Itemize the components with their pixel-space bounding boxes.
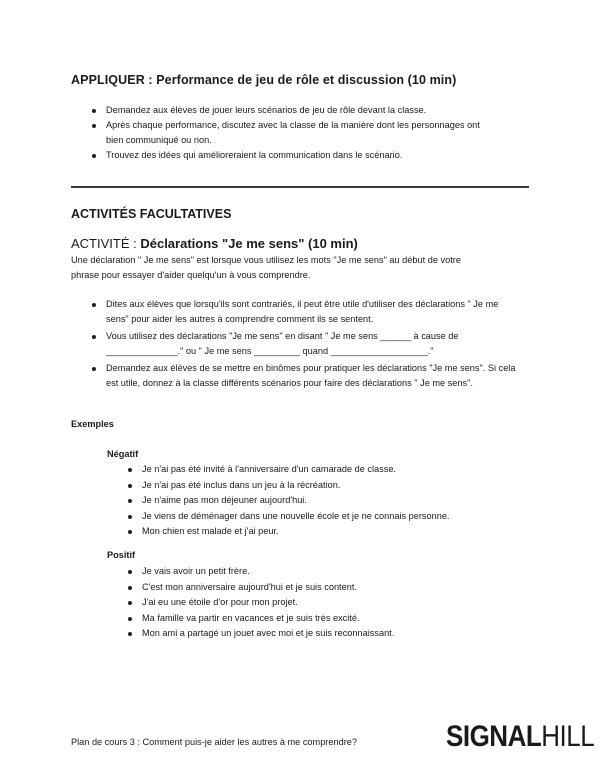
activity-title (71, 236, 358, 251)
section-divider (71, 186, 529, 188)
list-item: Je vais avoir un petit frère. (124, 564, 534, 580)
negative-example-list (124, 462, 534, 540)
examples-heading: Exemples (71, 419, 114, 429)
signalhill-logo (446, 716, 594, 755)
apply-section-title: APPLIQUER : Performance de jeu de rôle et discussion (10 min) (71, 73, 457, 87)
apply-bullet-list (88, 103, 498, 163)
list-item: Ma famille va partir en vacances et je suis très excité. (124, 611, 534, 627)
activity-bullet-list (88, 297, 518, 393)
list-item: C'est mon anniversaire aujourd'hui et je suis content. (124, 580, 534, 596)
list-item: J'ai eu une étoile d'or pour mon projet. (124, 595, 534, 611)
positive-heading: Positif (107, 550, 136, 560)
negative-heading: Négatif (107, 449, 139, 459)
list-item: Je n'ai pas été invité à l'anniversaire d'un camarade de classe. (124, 462, 534, 478)
list-item: Demandez aux élèves de jouer leurs scénarios de jeu de rôle devant la classe. (88, 103, 498, 118)
list-item: Demandez aux élèves de se mettre en binômes pour pratiquer les déclarations "Je me sens". Si cela est utile, donnez à la classe différents scénarios pour faire des déclarations " Je me sens". (88, 361, 518, 391)
activity-prefix: ACTIVITÉ : (71, 236, 141, 251)
activity-intro: Une déclaration " Je me sens" est lorsque vous utilisez les mots "Je me sens" au début de votre phrase pour essayer d'aider quelqu'un à vous comprendre. (71, 255, 461, 280)
list-item: Dites aux élèves que lorsqu'ils sont contrariés, il peut être utile d'utiliser des déclarations " Je me sens" pour aider les autres à comprendre comment ils se sentent. (88, 297, 518, 327)
list-item: Mon ami a partagé un jouet avec moi et je suis reconnaissant. (124, 626, 534, 642)
list-item: Je viens de déménager dans une nouvelle école et je ne connais personne. (124, 509, 534, 525)
list-item: Vous utilisez des déclarations "Je me sens" en disant " Je me sens ______ à cause de ______________." ou " Je me sens _________ quand ___________________." (88, 329, 518, 359)
list-item: Je n'ai pas été inclus dans un jeu à la récréation. (124, 478, 534, 494)
activity-name: Déclarations "Je me sens" (10 min) (140, 236, 358, 251)
list-item: Je n'aime pas mon déjeuner aujourd'hui. (124, 493, 534, 509)
logo-part-signal: SIGNAL (446, 718, 542, 753)
positive-example-list (124, 564, 534, 642)
footer-text: Plan de cours 3 : Comment puis-je aider les autres à me comprendre? (71, 737, 357, 747)
list-item: Mon chien est malade et j'ai peur. (124, 524, 534, 540)
list-item: Après chaque performance, discutez avec la classe de la manière dont les personnages ont bien communiqué ou non. (88, 118, 498, 148)
list-item: Trouvez des idées qui amélioreraient la communication dans le scénario. (88, 148, 498, 163)
optional-section-title: ACTIVITÉS FACULTATIVES (71, 207, 232, 221)
logo-part-hill: HILL (541, 718, 595, 753)
